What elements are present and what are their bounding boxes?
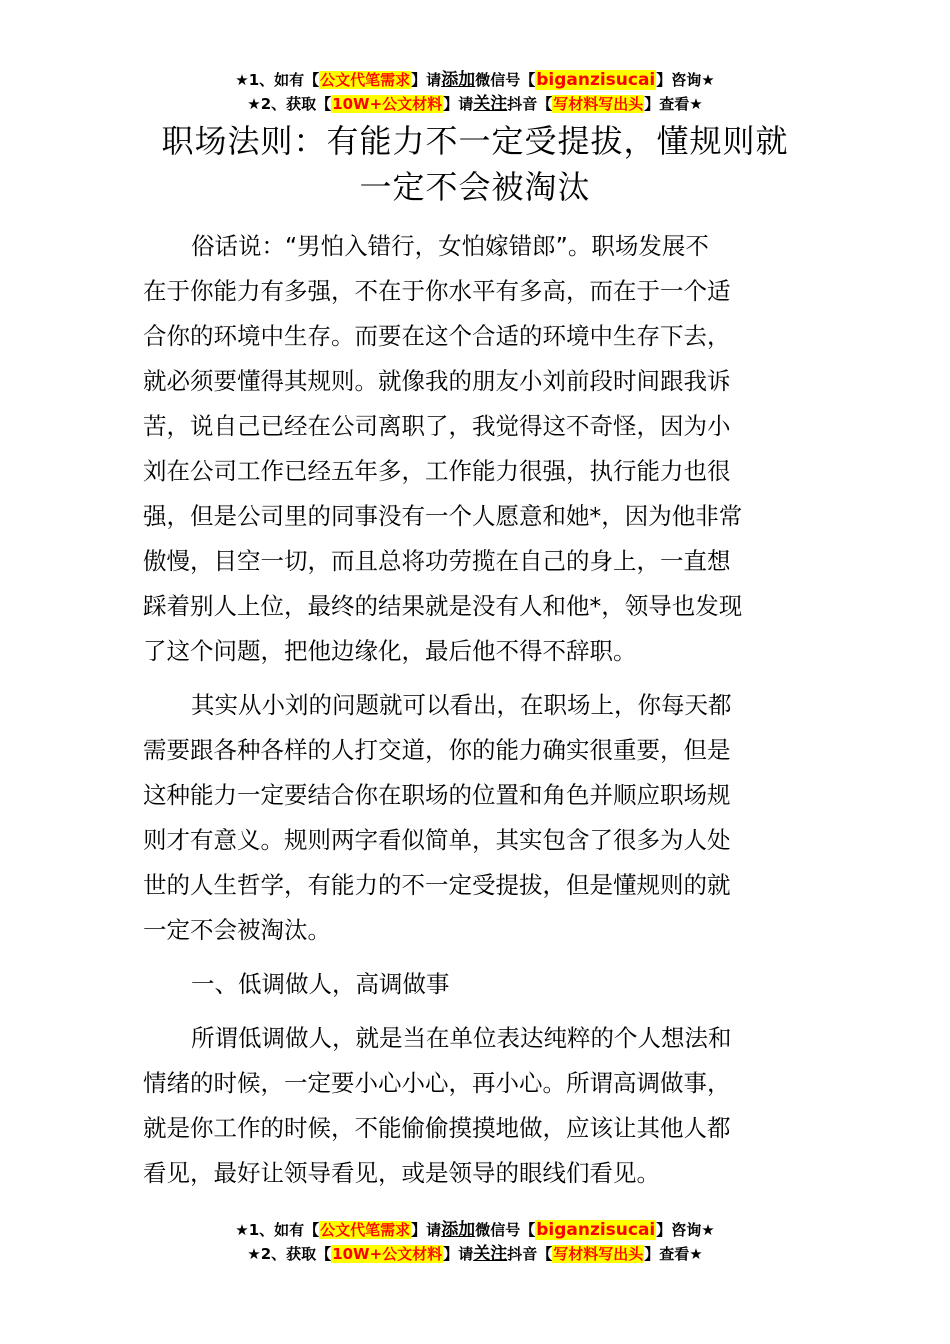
- header-banner: [0, 68, 950, 116]
- banner-text: ★1、如有【: [235, 71, 320, 89]
- paragraph: [143, 683, 809, 953]
- section-heading: [143, 962, 809, 1007]
- banner-text: 】咨询★: [656, 71, 715, 89]
- text-line: 傲慢，目空一切，而且总将功劳揽在自己的身上，一直想: [143, 547, 731, 575]
- text-line: 就是你工作的时候，不能偷偷摸摸地做，应该让其他人都: [143, 1114, 731, 1142]
- banner-line-1: [0, 68, 950, 92]
- text-line: 所谓低调做人，就是当在单位表达纯粹的个人想法和: [191, 1024, 732, 1052]
- text-line: 就必须要懂得其规则。就像我的朋友小刘前段时间跟我诉: [143, 367, 731, 395]
- text-line: 了这个问题，把他边缘化，最后他不得不辞职。: [143, 637, 637, 665]
- banner-text: 微信号【: [475, 71, 536, 89]
- banner-text: 】请: [443, 95, 474, 113]
- text-line: 苦，说自己已经在公司离职了，我觉得这不奇怪，因为小: [143, 412, 731, 440]
- text-line: 世的人生哲学，有能力的不一定受提拔，但是懂规则的就: [143, 871, 731, 899]
- highlight-materials: 10W+公文材料: [332, 95, 443, 113]
- text-line: 合你的环境中生存。而要在这个合适的环境中生存下去，: [143, 322, 731, 350]
- emphasis-add: 添加: [441, 1220, 476, 1240]
- text-line: 其实从小刘的问题就可以看出，在职场上，你每天都: [191, 691, 732, 719]
- emphasis-follow: 关注: [473, 1244, 508, 1264]
- banner-line-1: [0, 1218, 950, 1242]
- banner-text: ★2、获取【: [247, 1245, 332, 1263]
- banner-text: 】请: [411, 1221, 442, 1239]
- highlight-service: 公文代笔需求: [320, 71, 411, 89]
- text-line: 在于你能力有多强，不在于你水平有多高，而在于一个适: [143, 277, 731, 305]
- text-line: 踩着别人上位，最终的结果就是没有人和他*，领导也发现: [143, 592, 743, 620]
- text-line: 刘在公司工作已经五年多，工作能力很强，执行能力也很: [143, 457, 731, 485]
- highlight-wechat-id: biganzisucai: [536, 1220, 656, 1240]
- text-line: 情绪的时候，一定要小心小心，再小心。所谓高调做事，: [143, 1069, 731, 1097]
- paragraph: [143, 1016, 809, 1196]
- emphasis-follow: 关注: [473, 94, 508, 114]
- text-line: 则才有意义。规则两字看似简单，其实包含了很多为人处: [143, 826, 731, 854]
- banner-text: 】查看★: [644, 95, 703, 113]
- text-line: 看见，最好让领导看见，或是领导的眼线们看见。: [143, 1159, 660, 1187]
- banner-text: 抖音【: [507, 1245, 553, 1263]
- emphasis-add: 添加: [441, 70, 476, 90]
- banner-line-2: [0, 92, 950, 116]
- highlight-wechat-id: biganzisucai: [536, 70, 656, 90]
- banner-line-2: [0, 1242, 950, 1266]
- highlight-douyin-account: 写材料写出头: [553, 95, 644, 113]
- banner-text: 】查看★: [644, 1245, 703, 1263]
- text-line: 一定不会被淘汰。: [143, 916, 331, 944]
- text-line: 这种能力一定要结合你在职场的位置和角色并顺应职场规: [143, 781, 731, 809]
- text-line: 俗话说：“男怕入错行，女怕嫁错郎”。职场发展不: [191, 232, 709, 260]
- footer-banner: [0, 1218, 950, 1266]
- highlight-douyin-account: 写材料写出头: [553, 1245, 644, 1263]
- article-body: [143, 224, 809, 1205]
- banner-text: ★2、获取【: [247, 95, 332, 113]
- page-title: [140, 118, 810, 210]
- banner-text: 】请: [443, 1245, 474, 1263]
- paragraph: [143, 224, 809, 674]
- text-line: 强，但是公司里的同事没有一个人愿意和她*，因为他非常: [143, 502, 743, 530]
- banner-text: 微信号【: [475, 1221, 536, 1239]
- highlight-service: 公文代笔需求: [320, 1221, 411, 1239]
- text-line: 需要跟各种各样的人打交道，你的能力确实很重要，但是: [143, 736, 731, 764]
- title-line: 一定不会被淘汰: [359, 168, 591, 206]
- banner-text: 】请: [411, 71, 442, 89]
- banner-text: ★1、如有【: [235, 1221, 320, 1239]
- banner-text: 】咨询★: [656, 1221, 715, 1239]
- title-line: 职场法则：有能力不一定受提拔，懂规则就: [161, 122, 789, 160]
- banner-text: 抖音【: [507, 95, 553, 113]
- highlight-materials: 10W+公文材料: [332, 1245, 443, 1263]
- heading-text: 一、低调做人，高调做事: [191, 970, 450, 998]
